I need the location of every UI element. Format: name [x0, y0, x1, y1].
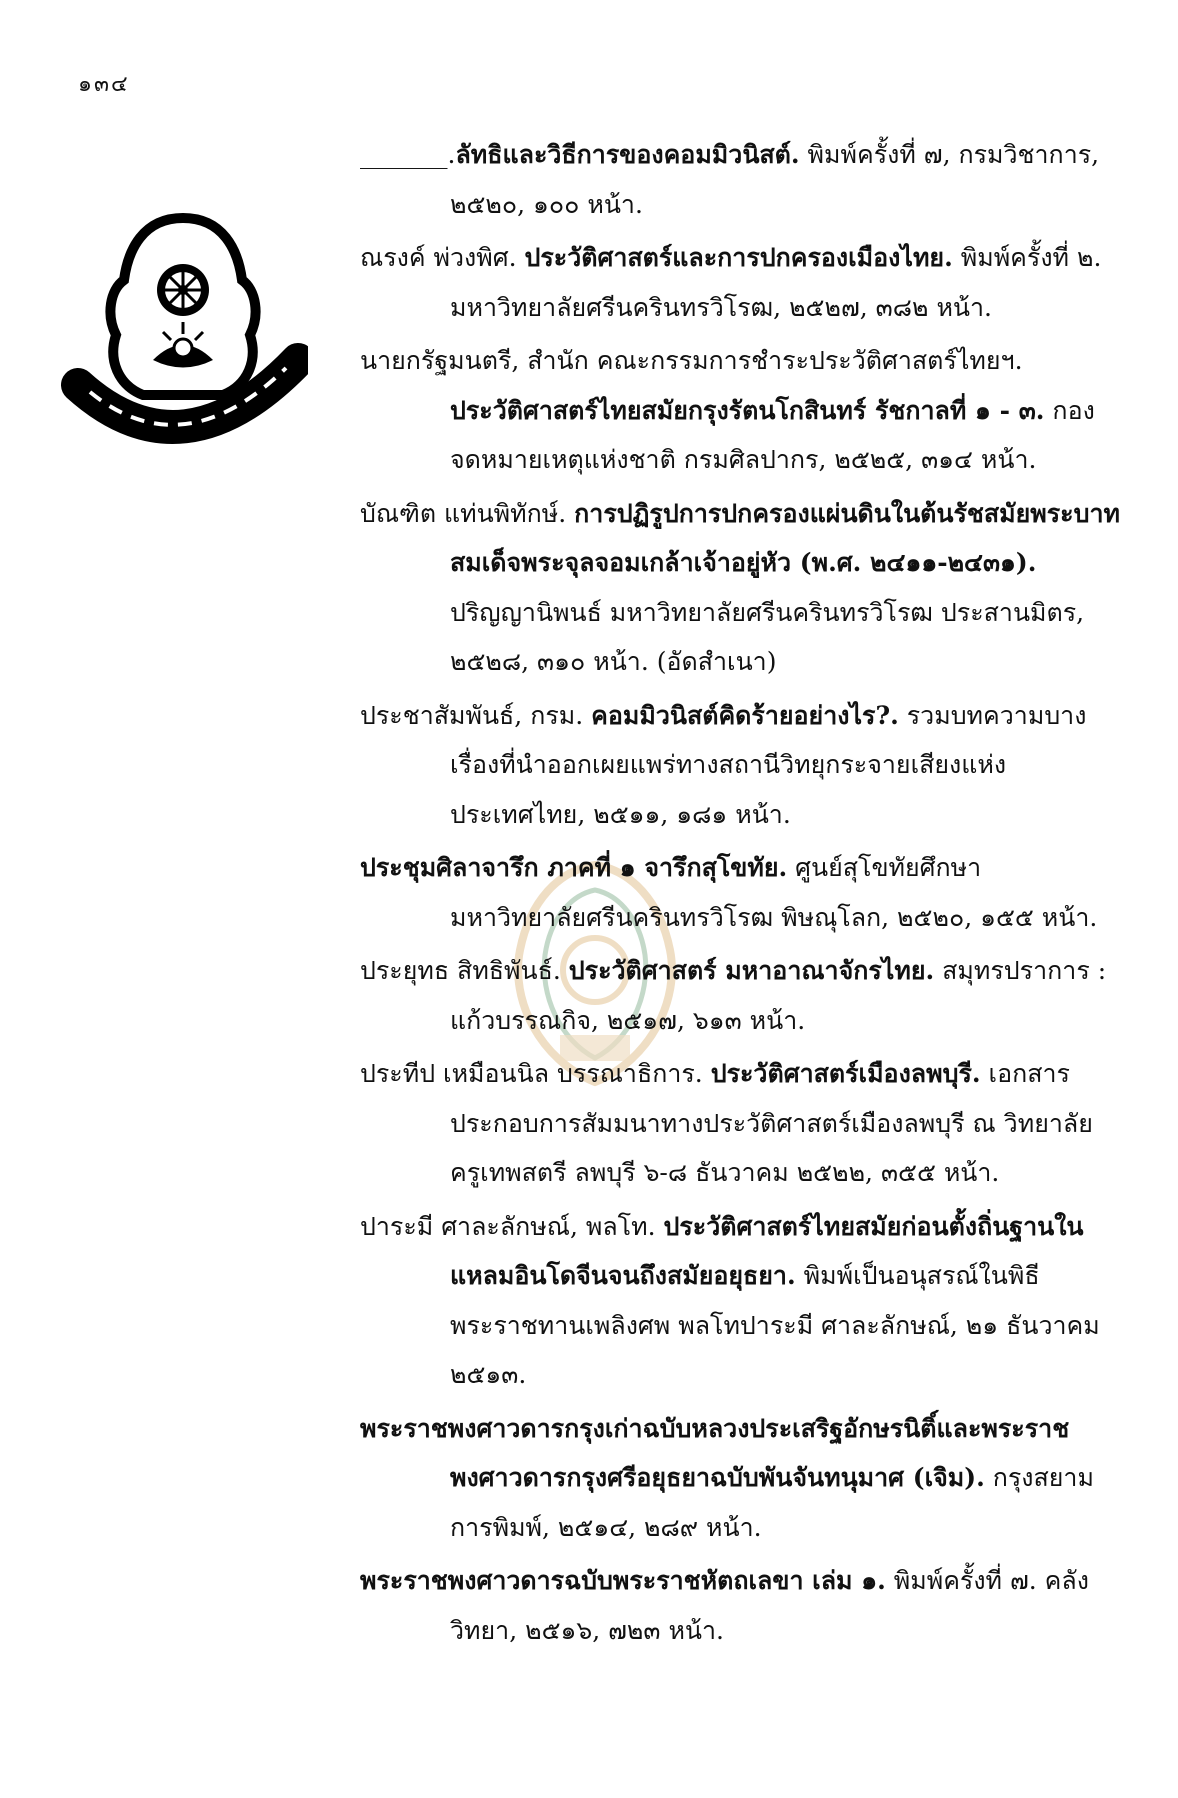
bibliography-entry — [360, 233, 1120, 332]
bibliography-entry — [360, 843, 1120, 942]
entry-details: กองจดหมายเหตุแห่งชาติ กรมศิลปากร, ๒๕๒๕, ๓๑๔ หน้า. — [450, 395, 1095, 474]
entry-details: รวมบทความบางเรื่องที่นำออกเผยแพร่ทางสถานีวิทยุกระจายเสียงแห่งประเทศไทย, ๒๕๑๑, ๑๘๑ หน้า. — [450, 700, 1087, 829]
page-number: ๑๓๔ — [78, 72, 130, 97]
entry-title: การปฏิรูปการปกครองแผ่นดินในต้นรัชสมัยพระบาทสมเด็จพระจุลจอมเกล้าเจ้าอยู่หัว (พ.ศ. ๒๔๑๑-๒๔๓๑). — [450, 498, 1120, 577]
entry-author: ประยุทธ สิทธิพันธ์. — [360, 956, 569, 985]
library-seal-icon — [58, 210, 308, 470]
entry-details: สมุทรปราการ : แก้วบรรณกิจ, ๒๕๑๗, ๖๑๓ หน้า. — [450, 956, 1107, 1035]
entry-details: เอกสารประกอบการสัมมนาทางประวัติศาสตร์เมืองลพบุรี ณ วิทยาลัยครูเทพสตรี ลพบุรี ๖-๘ ธันวาคม ๒๕๒๒, ๓๕๕ หน้า. — [450, 1059, 1093, 1187]
bibliography-entry — [360, 1404, 1120, 1553]
entry-title: ลัทธิและวิธีการของคอมมิวนิสต์. — [455, 140, 800, 169]
bibliography-entry — [360, 946, 1120, 1045]
entry-details: ศูนย์สุโขทัยศึกษา มหาวิทยาลัยศรีนครินทรวิโรฒ พิษณุโลก, ๒๕๒๐, ๑๕๕ หน้า. — [450, 853, 1098, 932]
entry-title: พระราชพงศาวดารฉบับพระราชหัตถเลขา เล่ม ๑. — [360, 1566, 886, 1595]
entry-details: พิมพ์เป็นอนุสรณ์ในพิธีพระราชทานเพลิงศพ พลโทปาระมี ศาละลักษณ์, ๒๑ ธันวาคม ๒๕๑๓. — [450, 1261, 1100, 1389]
entry-title: ประวัติศาสตร์และการปกครองเมืองไทย. — [524, 243, 953, 272]
entry-title: ประวัติศาสตร์ มหาอาณาจักรไทย. — [568, 956, 935, 985]
entry-title: ประชุมศิลาจารึก ภาคที่ ๑ จารึกสุโขทัย. — [360, 853, 788, 882]
bibliography-entry — [360, 1202, 1120, 1400]
entry-title: ประวัติศาสตร์เมืองลพบุรี. — [710, 1059, 981, 1088]
entry-author: ปาระมี ศาละลักษณ์, พลโท. — [360, 1211, 664, 1241]
bibliography-entry — [360, 489, 1120, 687]
entry-author: บัณฑิต แท่นพิทักษ์. — [360, 498, 575, 528]
entry-title: พระราชพงศาวดารกรุงเก่าฉบับหลวงประเสริฐอักษรนิติ์และพระราชพงศาวดารกรุงศรีอยุธยาฉบับพันจันทนุมาศ (เจิม). — [360, 1413, 1070, 1492]
bibliography-entry — [360, 130, 1120, 229]
bibliography-entry — [360, 1556, 1120, 1655]
bibliography-entry — [360, 336, 1120, 485]
entry-title: คอมมิวนิสต์คิดร้ายอย่างไร?. — [591, 700, 899, 730]
entry-details: พิมพ์ครั้งที่ ๗, กรมวิชาการ, ๒๕๒๐, ๑๐๐ หน้า. — [450, 140, 1100, 219]
entry-details: กรุงสยามการพิมพ์, ๒๕๑๔, ๒๘๙ หน้า. — [450, 1463, 1094, 1542]
entry-author: ประทีป เหมือนนิล บรรณาธิการ. — [360, 1059, 711, 1088]
entry-details: พิมพ์ครั้งที่ ๒. มหาวิทยาลัยศรีนครินทรวิโรฒ, ๒๕๒๗, ๓๘๒ หน้า. — [450, 243, 1102, 322]
entry-author: นายกรัฐมนตรี, สำนัก คณะกรรมการชำระประวัติศาสตร์ไทยฯ. — [360, 346, 1023, 375]
entry-author: ประชาสัมพันธ์, กรม. — [360, 700, 592, 730]
bibliography-entry — [360, 1049, 1120, 1198]
entry-title: ประวัติศาสตร์ไทยสมัยก่อนตั้งถิ่นฐานในแหลมอินโดจีนจนถึงสมัยอยุธยา. — [450, 1211, 1084, 1290]
entry-title: ประวัติศาสตร์ไทยสมัยกรุงรัตนโกสินทร์ รัชกาลที่ ๑ - ๓. — [450, 395, 1045, 425]
entry-author: _______. — [360, 140, 456, 169]
entry-details: ปริญญานิพนธ์ มหาวิทยาลัยศรีนครินทรวิโรฒ ประสานมิตร, ๒๕๒๘, ๓๑๐ หน้า. (อัดสำเนา) — [450, 597, 1085, 676]
entry-author: ณรงค์ พ่วงพิศ. — [360, 243, 525, 272]
bibliography-list — [360, 130, 1120, 1659]
entry-details: พิมพ์ครั้งที่ ๗. คลังวิทยา, ๒๕๑๖, ๗๒๓ หน้า. — [450, 1566, 1089, 1645]
bibliography-entry — [360, 691, 1120, 840]
